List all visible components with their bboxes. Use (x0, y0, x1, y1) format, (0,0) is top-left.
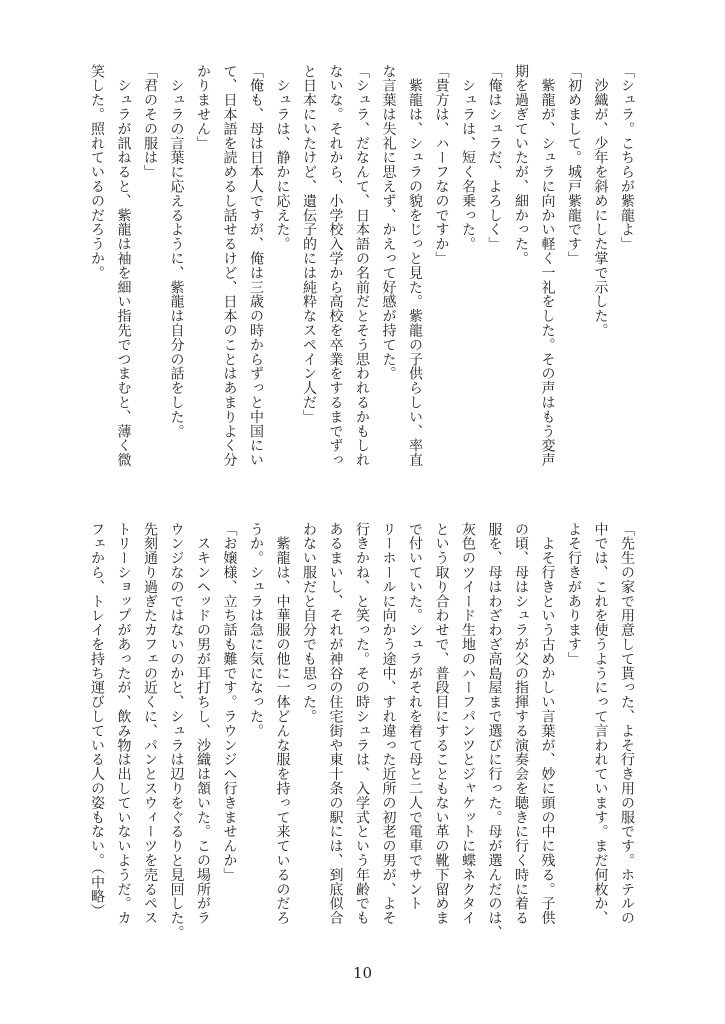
text-line: 紫龍が、シュラに向かい軽く一礼をした。その声はもう変声 (539, 64, 556, 468)
text-line: 服を、母はわざわざ高島屋まで選びに行った。母が選んだのは、 (486, 522, 503, 940)
text-line: な言葉は失礼に思えず、かえって好感が持てた。 (380, 64, 397, 381)
text-line: 「初めまして。城戸紫龍です」 (566, 64, 582, 266)
text-line: で付いていた。シュラがそれを着て母と二人で電車でサント (407, 522, 423, 911)
text-line: 「先生の家で用意して貰った、よそ行き用の服です。ホテルの (619, 522, 635, 926)
text-line: 紫龍は、シュラの貌をじっと見た。紫龍の子供らしい、率直 (407, 64, 423, 468)
text-line: かりません」 (195, 64, 211, 151)
text-line: よそ行きという古めかしい言葉が、妙に頭の中に残る。子供 (539, 522, 556, 926)
text-line: ウンジなのではないのかと、シュラは辺りをぐるりと見回した。 (168, 522, 185, 940)
text-line: 先刻通り過ぎたカフェの近くに、パンとスウィーツを売るペス (142, 522, 158, 926)
text-line: 「貴方は、ハーフなのですか」 (433, 64, 450, 266)
text-line: て、日本語を読めるし話せるけど、日本のことはあまりよく分 (221, 64, 238, 468)
text-line: フェから、トレイを持ち運びしている人の姿もない。（中略） (89, 522, 105, 919)
text-line: シュラの言葉に応えるように、紫龍は自分の話をした。 (168, 64, 185, 439)
text-line: シュラは、短く名乗った。 (460, 64, 476, 252)
text-line: 灰色のツイード生地のハーフパンツとジャケットに蝶ネクタイ (460, 522, 476, 926)
text-line: ないな。それから、小学校入学から高校を卒業をするまでずっ (327, 64, 344, 468)
text-line: と日本にいたけど、遺伝子的には純粋なスペイン人だ」 (301, 64, 317, 424)
text-line: の頃、母はシュラが父の指揮する演奏会を聴きに行く時に着る (513, 522, 529, 926)
text-line: シュラは、静かに応えた。 (274, 64, 291, 252)
text-line: 「俺はシュラだ、よろしく」 (486, 64, 503, 252)
text-line: シュラが訊ねると、紫龍は袖を細い指先でつまむと、薄く微 (115, 64, 132, 468)
page-number: 10 (352, 964, 373, 982)
text-line: あるまいし、それが神谷の住宅街や東十条の駅には、到底似合 (327, 522, 344, 926)
text-line: 笑した。照れているのだろうか。 (89, 64, 105, 280)
text-line: 紫龍は、中華服の他に一体どんな服を持って来ているのだろ (274, 522, 291, 926)
text-line: スキンヘッドの男が耳打ちし、沙織は頷いた。この場所がラ (195, 522, 211, 926)
text-line: 中では、これを使うようにって言われています。まだ何枚か、 (592, 522, 609, 926)
text-line: 「お嬢様、立ち話も難です。ラウンジへ行きませんか」 (221, 522, 238, 882)
text-line: 「俺も、母は日本人ですが、俺は三歳の時からずっと中国にい (248, 64, 264, 468)
text-line: 「シュラ。こちらが紫龍よ」 (619, 64, 635, 252)
text-line: トリーショップがあったが、飲み物は出していないようだ。カ (115, 522, 132, 926)
text-line: リーホールに向かう途中、すれ違った近所の初老の男が、よそ (380, 522, 397, 926)
text-line: 沙織が、少年を斜めにした掌で示した。 (592, 64, 609, 338)
text-line: 行きかね、と笑った。その時シュラは、入学式という年齢でも (354, 522, 370, 926)
text-line: 「シュラ、だなんて、日本語の名前だとそう思われるかもしれ (354, 64, 370, 468)
text-line: 「君のその服は」 (142, 64, 158, 180)
text-line: わない服だと自分でも思った。 (301, 522, 317, 724)
text-line: うか。シュラは急に気になった。 (248, 522, 264, 738)
text-line: よそ行きがあります」 (566, 522, 582, 666)
text-line: 期を過ぎていたが、細かった。 (513, 64, 529, 266)
text-line: という取り合わせで、普段目にすることもない革の靴下留めま (433, 522, 450, 926)
text-block-top (80, 64, 640, 499)
text-block-bottom (80, 522, 640, 957)
